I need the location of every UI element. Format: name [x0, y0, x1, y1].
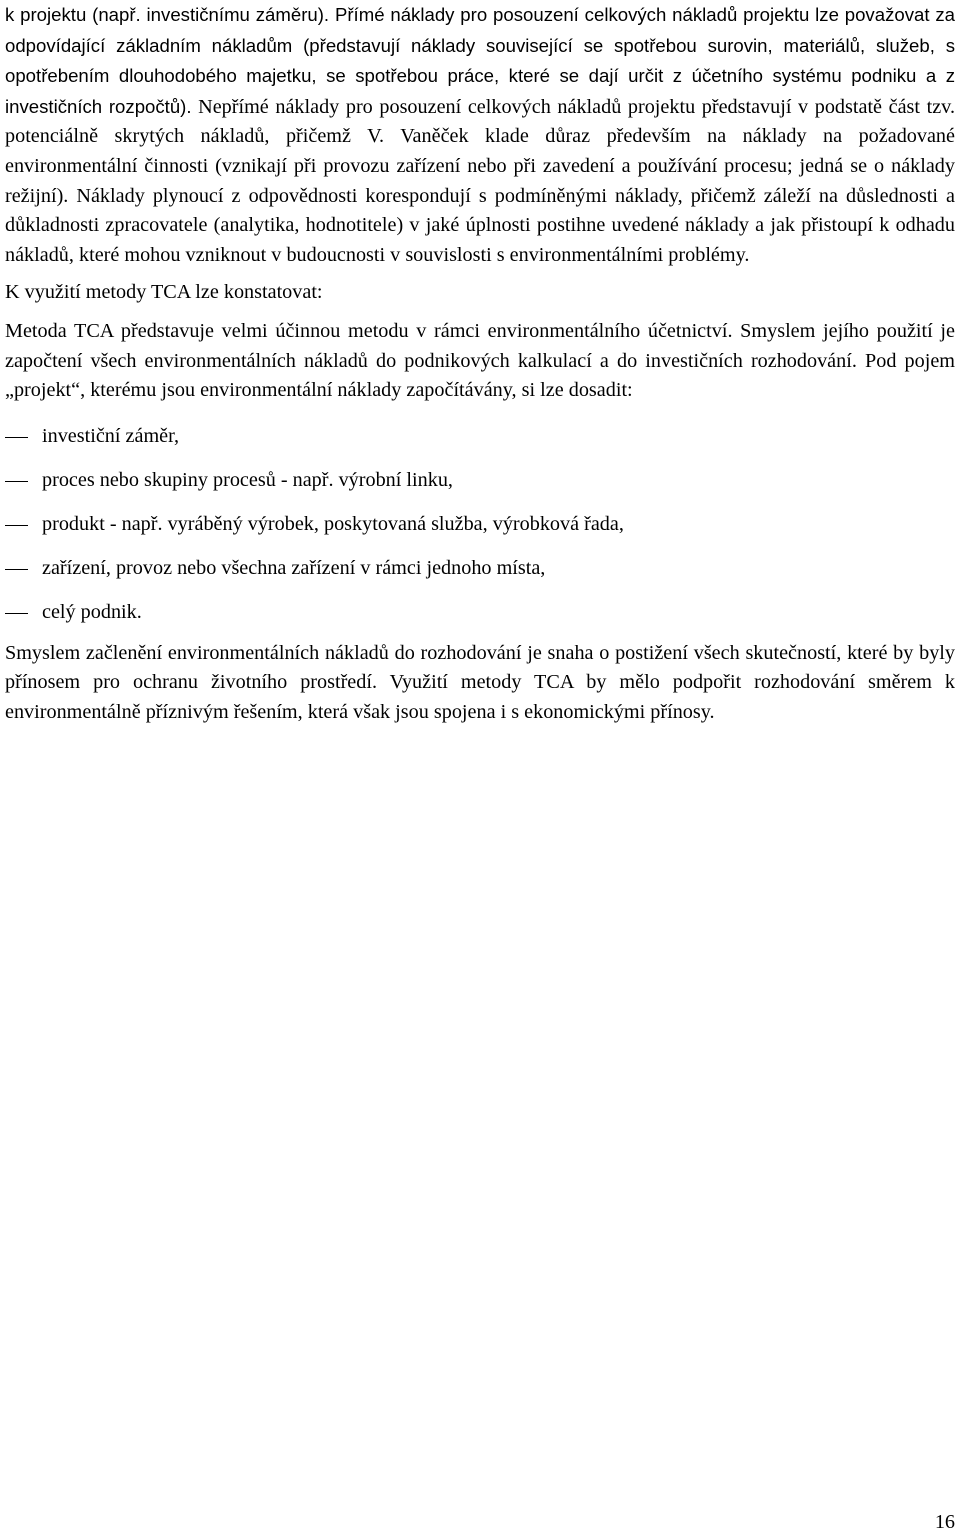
dash-bullet-icon — [5, 481, 28, 483]
list-item-text: proces nebo skupiny procesů - např. výrobní linku, — [42, 468, 453, 491]
list-item — [5, 510, 955, 540]
list-item — [5, 466, 955, 496]
list-item-text: zařízení, provoz nebo všechna zařízení v rámci jednoho místa, — [42, 556, 546, 579]
paragraph-tca-intro: K využití metody TCA lze konstatovat: — [5, 281, 323, 304]
paragraph-tca-method: Metoda TCA představuje velmi účinnou metodu v rámci environmentálního účetnictví. Smyslem jejího použití je započtení všech environmentálních nákladů do podnikových kalkulací a do investičních rozhodování. Pod pojem „projekt“, kterému jsou environmentální náklady započítávány, si lze dosadit: — [5, 319, 955, 402]
paragraph-costs-sans-text: k projektu (např. investičnímu záměru). Přímé náklady pro posouzení celkových nákladů projektu lze považovat za odpovídající základním nákladům (představují náklady související se spotřebou surovin, materiálů, služeb, s opotřebením dlouhodobého majetku, se spotřebou práce, které se dají určit z účetního systému podniku a z investičních rozpočtů). — [5, 4, 955, 117]
list-item-text: produkt - např. vyráběný výrobek, poskytovaná služba, výrobková řada, — [42, 512, 624, 535]
document-body — [5, 0, 955, 727]
page-number: 16 — [934, 1511, 955, 1533]
list-item-text: celý podnik. — [42, 600, 142, 623]
dash-bullet-icon — [5, 525, 28, 527]
paragraph-conclusion: Smyslem začlenění environmentálních nákladů do rozhodování je snaha o postižení všech skutečností, které by byly přínosem pro ochranu životního prostředí. Využití metody TCA by mělo podpořit rozhodování směrem k environmentálně příznivým řešením, která však jsou spojena i s ekonomickými přínosy. — [5, 641, 955, 723]
paragraph-costs-serif-text: Nepřímé náklady pro posouzení celkových nákladů projektu představují v podstatě část tzv. potenciálně skrytých nákladů, přičemž V. Vaněček klade důraz především na náklady na požadované environmentální činnosti (vznikají při provozu zařízení nebo při zavedení a používání procesu; jedná se o náklady režijní). Náklady plynoucí z odpovědnosti korespondují s podmíněnými náklady, přičemž záleží na důslednosti a důkladnosti zpracovatele (analytika, hodnotitele) v jaké úplnosti postihne uvedené náklady a jak přistoupí k odhadu nákladů, které mohou vzniknout v budoucnosti v souvislosti s environmentálními problémy. — [5, 95, 955, 266]
dash-bullet-icon — [5, 437, 28, 439]
list-item-text: investiční záměr, — [42, 424, 180, 447]
dash-bullet-icon — [5, 569, 28, 571]
project-types-list — [5, 422, 955, 628]
list-item — [5, 422, 955, 452]
dash-bullet-icon — [5, 613, 28, 615]
list-item — [5, 598, 955, 628]
paragraph-costs — [5, 0, 955, 270]
list-item — [5, 554, 955, 584]
